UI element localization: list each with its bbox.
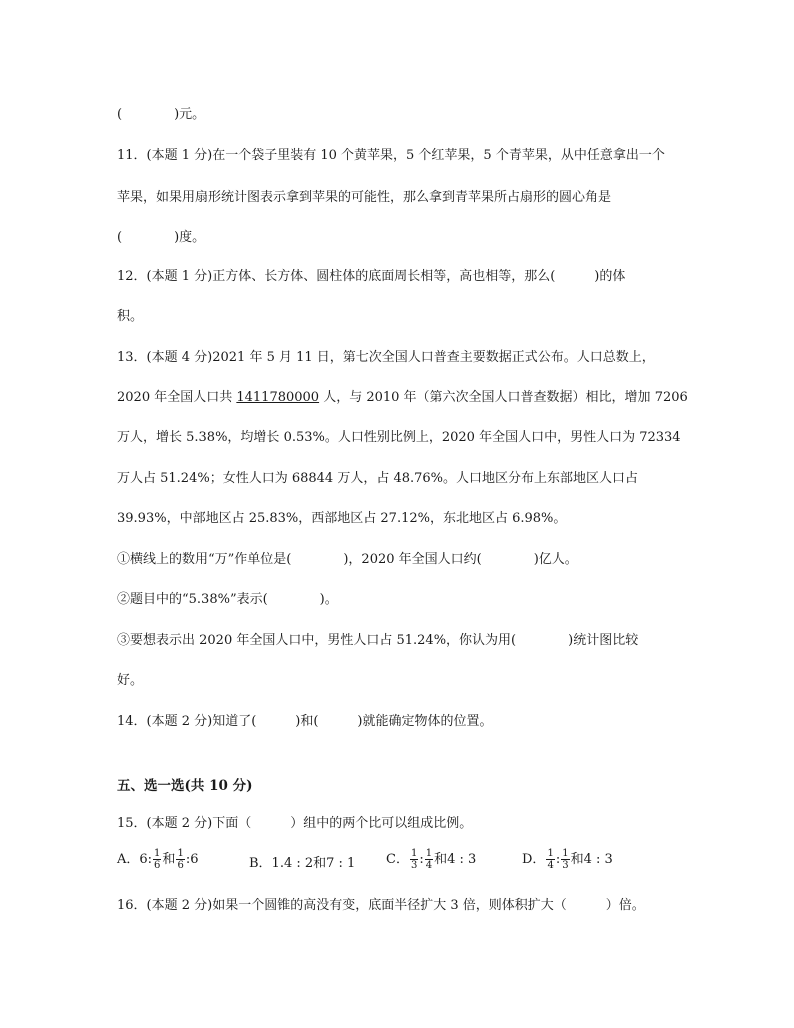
q13-line3: 万人，增长 5.38%，均增长 0.53%。人口性别比例上，2020 年全国人口中，男性人口为 72334 bbox=[117, 430, 681, 445]
q11-line2: 苹果，如果用扇形统计图表示拿到苹果的可能性，那么拿到青苹果所占扇形的圆心角是 bbox=[117, 190, 612, 205]
fraction bbox=[153, 848, 161, 871]
denominator: 3 bbox=[562, 860, 569, 871]
section5-title: 五、选一选(共 10 分) bbox=[117, 778, 253, 794]
option-d-colon: : bbox=[555, 852, 561, 867]
denominator: 3 bbox=[410, 860, 418, 871]
q13-line2 bbox=[117, 389, 688, 407]
fraction bbox=[410, 848, 418, 871]
fraction bbox=[561, 848, 569, 871]
q12-line1: 12．(本题 1 分)正方体、长方体、圆柱体的底面周长相等，高也相等，那么( )的体 bbox=[117, 269, 626, 284]
q13-line1: 13．(本题 4 分)2021 年 5 月 11 日，第七次全国人口普查主要数据正式公布。人口总数上， bbox=[117, 350, 655, 365]
q13-sub1: ①横线上的数用“万”作单位是( )，2020 年全国人口约( )亿人。 bbox=[117, 552, 578, 567]
denominator: 4 bbox=[547, 860, 554, 871]
q14: 14．(本题 2 分)知道了( )和( )就能确定物体的位置。 bbox=[117, 714, 493, 729]
q13-line2-b: 人，与 2010 年（第六次全国人口普查数据）相比，增加 7206 bbox=[319, 390, 688, 405]
q16: 16．(本题 2 分)如果一个圆锥的高没有变，底面半径扩大 3 倍，则体积扩大（ ）倍。 bbox=[117, 898, 645, 913]
q13-line2-a: 2020 年全国人口共 bbox=[117, 390, 237, 405]
q15-option-a bbox=[117, 848, 198, 871]
option-a-post: :6 bbox=[185, 852, 199, 867]
q13-sub2: ②题目中的“5.38%”表示( )。 bbox=[117, 592, 338, 607]
denominator: 4 bbox=[425, 860, 433, 871]
q15-option-d bbox=[522, 848, 613, 871]
q15-stem: 15．(本题 2 分)下面（ ）组中的两个比可以组成比例。 bbox=[117, 816, 473, 831]
denominator: 6 bbox=[154, 860, 161, 871]
option-d-label: D． bbox=[522, 852, 546, 867]
q13-sub3-line1: ③要想表示出 2020 年全国人口中，男性人口占 51.24%，你认为用( )统计图比较 bbox=[117, 633, 639, 648]
population-number: 1411780000 bbox=[236, 390, 320, 405]
numerator: 1 bbox=[547, 848, 554, 859]
option-c-colon: : bbox=[419, 852, 424, 867]
q13-line5: 39.93%，中部地区占 25.83%，西部地区占 27.12%，东北地区占 6.98%。 bbox=[117, 511, 567, 526]
option-a-mid: 和 bbox=[162, 852, 176, 867]
q13-line4: 万人占 51.24%；女性人口为 68844 万人，占 48.76%。人口地区分布上东部地区人口占 bbox=[117, 471, 639, 486]
q15-option-c bbox=[386, 848, 476, 871]
fraction bbox=[546, 848, 554, 871]
option-c-post: 和4 : 3 bbox=[434, 852, 477, 867]
q11-line3: ( )度。 bbox=[117, 230, 206, 245]
numerator: 1 bbox=[562, 848, 569, 859]
numerator: 1 bbox=[410, 848, 418, 859]
q10-tail: ( )元。 bbox=[117, 107, 206, 122]
option-a-label: A． bbox=[117, 852, 140, 867]
fraction bbox=[176, 848, 184, 871]
option-c-label: C． bbox=[386, 852, 409, 867]
option-d-post: 和4 : 3 bbox=[570, 852, 613, 867]
q12-line2: 积。 bbox=[117, 309, 144, 324]
option-a-pre: 6: bbox=[139, 852, 153, 867]
numerator: 1 bbox=[177, 848, 184, 859]
q11-line1: 11．(本题 1 分)在一个袋子里装有 10 个黄苹果，5 个红苹果，5 个青苹果，从中任意拿出一个 bbox=[117, 148, 665, 163]
fraction bbox=[425, 848, 433, 871]
q15-option-b: B．1.4 : 2和7 : 1 bbox=[249, 856, 356, 871]
q13-sub3-line2: 好。 bbox=[117, 673, 144, 688]
denominator: 6 bbox=[177, 860, 184, 871]
numerator: 1 bbox=[425, 848, 433, 859]
numerator: 1 bbox=[154, 848, 161, 859]
